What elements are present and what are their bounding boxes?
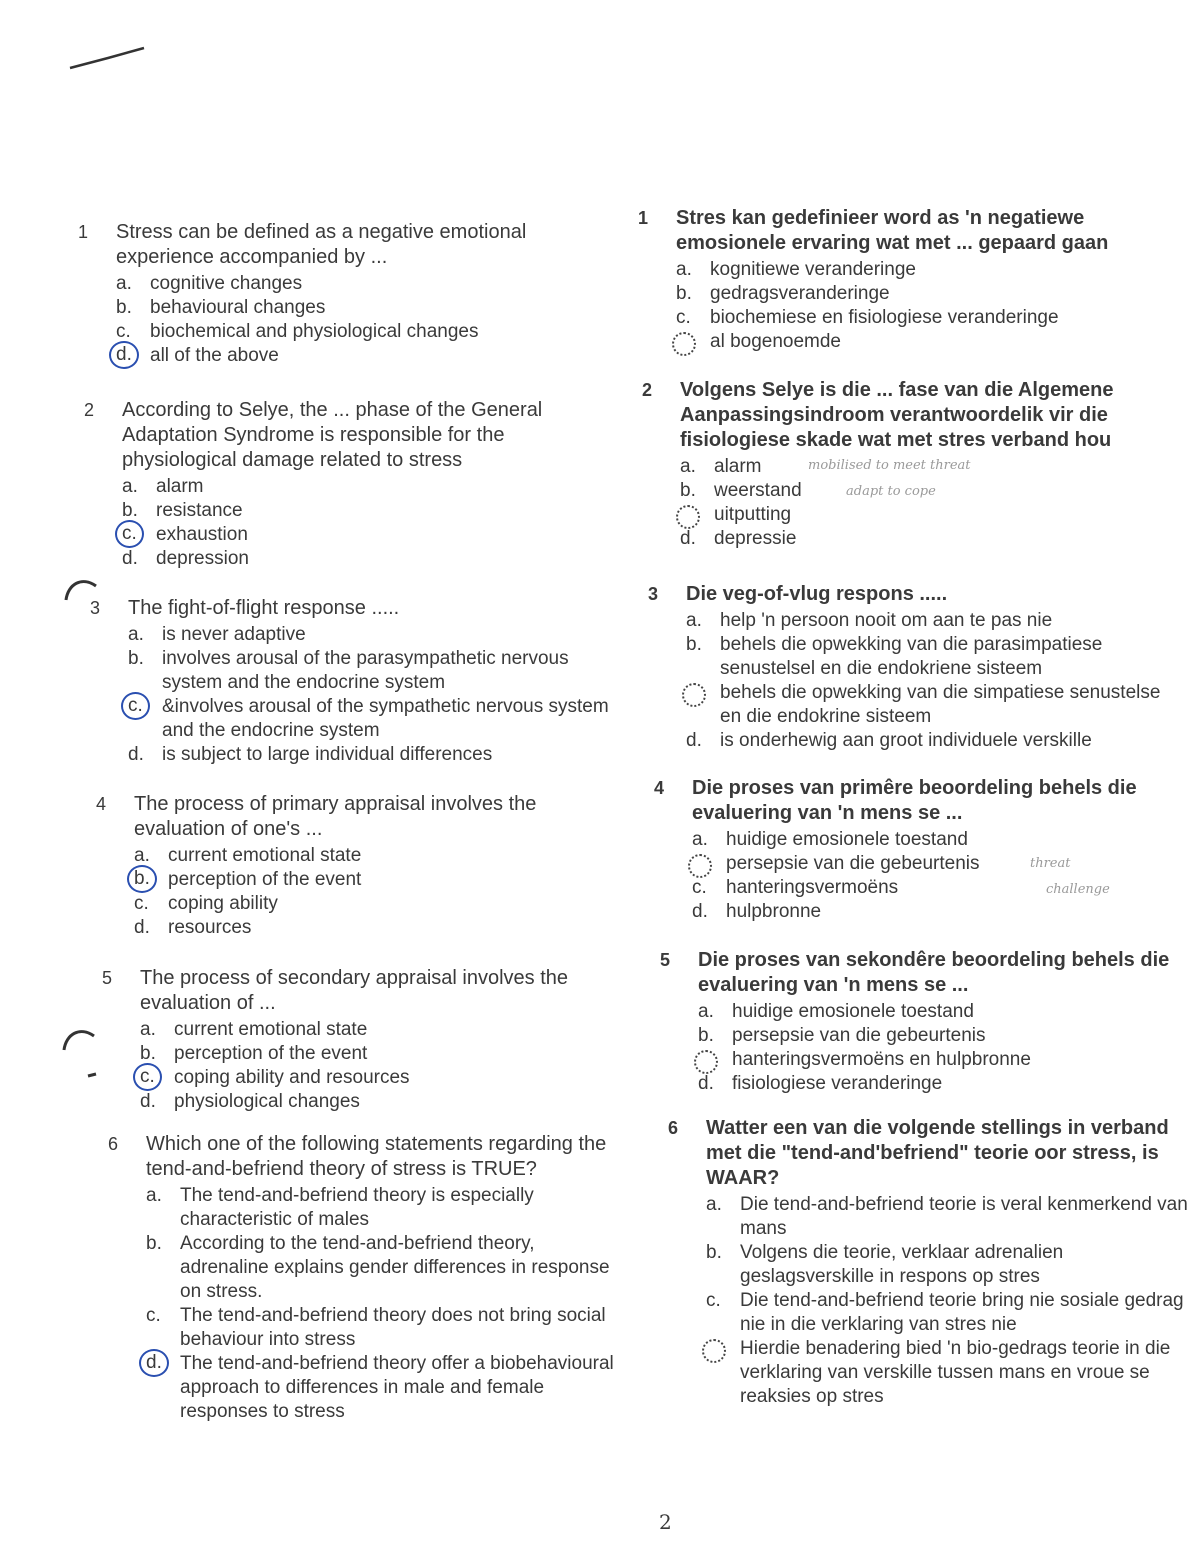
question-number: 1: [638, 208, 649, 228]
margin-bracket-mark: [60, 1028, 100, 1088]
option-letter: a.: [122, 476, 138, 497]
option-a[interactable]: [676, 258, 1158, 282]
option-text: perception of the event: [168, 869, 362, 890]
options-list: [84, 475, 604, 571]
option-text: coping ability and resources: [174, 1067, 410, 1088]
option-d-marked[interactable]: [676, 330, 1158, 354]
question-af-1: [638, 206, 1158, 354]
option-b[interactable]: [116, 296, 598, 320]
options-list: [96, 844, 616, 940]
option-text: huidige emosionele toestand: [726, 829, 968, 850]
option-b[interactable]: [706, 1241, 1188, 1289]
option-letter: b.: [146, 1233, 162, 1254]
option-letter: a.: [706, 1194, 722, 1215]
option-a[interactable]: [686, 609, 1168, 633]
option-letter: c.: [134, 893, 149, 914]
handwritten-note: adapt to cope: [846, 484, 936, 499]
answer-mark-icon: [672, 332, 696, 356]
option-b[interactable]: [676, 282, 1158, 306]
question-en-4: [96, 792, 616, 940]
question-text: Which one of the following statements regarding the tend-and-befriend theory of stress is TRUE?: [146, 1133, 607, 1180]
answer-mark-icon: [676, 505, 700, 529]
option-c-marked[interactable]: [686, 681, 1168, 729]
question-af-4: [654, 776, 1174, 924]
question-number: 2: [84, 400, 95, 420]
option-letter: c.: [692, 877, 707, 898]
question-text: Stres kan gedefinieer word as 'n negatiewe emosionele ervaring wat met ... gepaard gaan: [676, 207, 1109, 254]
option-b[interactable]: [146, 1232, 628, 1304]
option-text: coping ability: [168, 893, 278, 914]
option-c-marked[interactable]: [698, 1048, 1180, 1072]
option-text: depression: [156, 548, 249, 569]
question-number: 6: [108, 1134, 119, 1154]
option-text: help 'n persoon nooit om aan te pas nie: [720, 610, 1053, 631]
handwritten-note: challenge: [1046, 882, 1110, 897]
question-number: 3: [90, 598, 101, 618]
option-letter: b.: [686, 634, 702, 655]
option-c[interactable]: [706, 1289, 1188, 1337]
options-list: [90, 623, 610, 767]
option-b[interactable]: [128, 647, 610, 695]
option-letter: d.: [686, 730, 702, 751]
option-a[interactable]: [116, 272, 598, 296]
option-text: behavioural changes: [150, 297, 326, 318]
options-list: [668, 1193, 1188, 1409]
option-text: exhaustion: [156, 524, 248, 545]
option-d-circled[interactable]: [146, 1352, 628, 1424]
question-text: The fight-of-flight response .....: [128, 597, 400, 619]
option-text: biochemical and physiological changes: [150, 321, 479, 342]
question-af-6: [668, 1116, 1188, 1409]
question-text: Die proses van primêre beoordeling behels die evaluering van 'n mens se ...: [692, 777, 1137, 824]
page-number: 2: [659, 1510, 672, 1534]
question-en-3: [90, 596, 610, 767]
option-a[interactable]: [128, 623, 610, 647]
option-letter: c.: [146, 1305, 161, 1326]
option-text: alarm: [156, 476, 204, 497]
question-number: 5: [660, 950, 671, 970]
option-letter: a.: [680, 456, 696, 477]
option-letter: c.: [115, 520, 144, 548]
question-af-3: [648, 582, 1168, 753]
option-letter: d.: [122, 548, 138, 569]
option-letter: a.: [140, 1019, 156, 1040]
question-number: 5: [102, 968, 113, 988]
option-letter: b.: [122, 500, 138, 521]
option-letter: a.: [146, 1185, 162, 1206]
question-text: Watter een van die volgende stellings in verband met die "tend-and'befriend" teorie oor stress, is WAAR?: [706, 1117, 1169, 1189]
option-text: al bogenoemde: [710, 331, 841, 352]
option-b-marked[interactable]: [692, 852, 1174, 876]
option-letter: b.: [127, 865, 157, 893]
question-number: 4: [654, 778, 665, 798]
option-text: hanteringsvermoëns en hulpbronne: [732, 1049, 1031, 1070]
option-text: alarm: [714, 456, 762, 477]
option-a[interactable]: [706, 1193, 1188, 1241]
option-letter: d.: [109, 341, 139, 369]
option-letter: a.: [116, 273, 132, 294]
pen-scribble: [68, 44, 148, 74]
option-text: According to the tend-and-befriend theory, adrenaline explains gender differences in response on stress.: [180, 1233, 610, 1302]
option-d[interactable]: [128, 743, 610, 767]
option-a[interactable]: [122, 475, 604, 499]
option-text: physiological changes: [174, 1091, 360, 1112]
option-d[interactable]: [692, 900, 1174, 924]
option-a[interactable]: [134, 844, 616, 868]
option-text: hulpbronne: [726, 901, 822, 922]
options-list: [638, 258, 1158, 354]
option-text: involves arousal of the parasympathetic nervous system and the endocrine system: [162, 648, 569, 693]
option-text: fisiologiese veranderinge: [732, 1073, 943, 1094]
option-d[interactable]: [140, 1090, 622, 1114]
option-letter: d.: [698, 1073, 714, 1094]
option-d[interactable]: [134, 916, 616, 940]
answer-mark-icon: [702, 1339, 726, 1363]
question-af-5: [660, 948, 1180, 1096]
option-letter: d.: [139, 1349, 169, 1377]
option-text: Hierdie benadering bied 'n bio-gedrags teorie in die verklaring van verskille tussen mans en vroue se reaksies op stres: [740, 1338, 1171, 1407]
option-a[interactable]: [692, 828, 1174, 852]
option-text: persepsie van die gebeurtenis: [732, 1025, 986, 1046]
option-text: huidige emosionele toestand: [732, 1001, 974, 1022]
option-letter: b.: [680, 480, 696, 501]
option-letter: b.: [140, 1043, 156, 1064]
option-b[interactable]: [698, 1024, 1180, 1048]
question-number: 6: [668, 1118, 679, 1138]
option-text: all of the above: [150, 345, 279, 366]
question-number: 2: [642, 380, 653, 400]
option-letter: b.: [676, 283, 692, 304]
answer-mark-icon: [694, 1050, 718, 1074]
option-text: uitputting: [714, 504, 792, 525]
option-text: is subject to large individual differences: [162, 744, 493, 765]
option-text: resources: [168, 917, 252, 938]
option-d[interactable]: [680, 527, 1162, 551]
answer-mark-icon: [688, 854, 712, 878]
option-c-marked[interactable]: [680, 503, 1162, 527]
options-list: [660, 1000, 1180, 1096]
option-b-circled[interactable]: [134, 868, 616, 892]
question-en-1: [78, 220, 598, 368]
option-d[interactable]: [686, 729, 1168, 753]
answer-mark-icon: [682, 683, 706, 707]
option-a[interactable]: [140, 1018, 622, 1042]
option-b[interactable]: [140, 1042, 622, 1066]
option-b[interactable]: [122, 499, 604, 523]
option-c[interactable]: [116, 320, 598, 344]
option-letter: a.: [128, 624, 144, 645]
option-letter: d.: [140, 1091, 156, 1112]
options-list: [648, 609, 1168, 753]
option-text: resistance: [156, 500, 243, 521]
handwritten-note: threat: [1030, 856, 1071, 871]
option-letter: b.: [128, 648, 144, 669]
option-letter: a.: [698, 1001, 714, 1022]
option-text: perception of the event: [174, 1043, 368, 1064]
option-text: hanteringsvermoëns: [726, 877, 899, 898]
option-b[interactable]: [686, 633, 1168, 681]
option-letter: d.: [128, 744, 144, 765]
option-c-circled[interactable]: [140, 1066, 622, 1090]
option-text: Die tend-and-befriend teorie bring nie sosiale gedrag nie in die verklaring van stres nie: [740, 1290, 1184, 1335]
question-text: Stress can be defined as a negative emotional experience accompanied by ...: [116, 221, 527, 268]
options-list: [108, 1184, 628, 1424]
option-text: gedragsveranderinge: [710, 283, 890, 304]
option-text: current emotional state: [174, 1019, 368, 1040]
option-text: weerstand: [714, 480, 802, 501]
question-en-2: [84, 398, 604, 571]
question-number: 4: [96, 794, 107, 814]
option-text: persepsie van die gebeurtenis: [726, 853, 980, 874]
option-d[interactable]: [122, 547, 604, 571]
option-text: The tend-and-befriend theory does not bring social behaviour into stress: [180, 1305, 606, 1350]
option-letter: c.: [676, 307, 691, 328]
question-text: Die proses van sekondêre beoordeling behels die evaluering van 'n mens se ...: [698, 949, 1170, 996]
option-letter: a.: [686, 610, 702, 631]
option-letter: b.: [698, 1025, 714, 1046]
option-a[interactable]: [698, 1000, 1180, 1024]
option-letter: a.: [134, 845, 150, 866]
option-text: &involves arousal of the sympathetic nervous system and the endocrine system: [162, 696, 609, 741]
option-letter: d.: [680, 528, 696, 549]
option-text: depressie: [714, 528, 797, 549]
option-letter: d.: [134, 917, 150, 938]
question-text: The process of primary appraisal involves the evaluation of one's ...: [134, 793, 537, 840]
option-d[interactable]: [698, 1072, 1180, 1096]
options-list: [102, 1018, 622, 1114]
question-en-6: [108, 1132, 628, 1424]
option-letter: c.: [116, 321, 131, 342]
option-text: Die tend-and-befriend teorie is veral kenmerkend van mans: [740, 1194, 1188, 1239]
option-letter: b.: [116, 297, 132, 318]
question-number: 1: [78, 222, 89, 242]
question-en-5: [102, 966, 622, 1114]
option-text: Volgens die teorie, verklaar adrenalien geslagsverskille in respons op stres: [740, 1242, 1064, 1287]
option-letter: a.: [692, 829, 708, 850]
option-letter: c.: [121, 692, 150, 720]
question-text: According to Selye, the ... phase of the General Adaptation Syndrome is responsible for the physiological damage related to stress: [122, 399, 543, 471]
option-c[interactable]: [676, 306, 1158, 330]
option-text: is never adaptive: [162, 624, 306, 645]
option-c[interactable]: [134, 892, 616, 916]
option-letter: a.: [676, 259, 692, 280]
question-text: The process of secondary appraisal involves the evaluation of ...: [140, 967, 569, 1014]
question-text: Volgens Selye is die ... fase van die Algemene Aanpassingsindroom verantwoordelik vir die fisiologiese skade wat met stres verband hou: [680, 379, 1114, 451]
option-d-marked[interactable]: [706, 1337, 1188, 1409]
option-letter: c.: [133, 1063, 162, 1091]
options-list: [654, 828, 1174, 924]
margin-bracket-mark: [62, 578, 102, 618]
handwritten-note: mobilised to meet threat: [808, 458, 971, 473]
option-text: current emotional state: [168, 845, 362, 866]
option-text: The tend-and-befriend theory is especially characteristic of males: [180, 1185, 534, 1230]
option-c-circled[interactable]: [128, 695, 610, 743]
option-letter: d.: [692, 901, 708, 922]
option-text: is onderhewig aan groot individuele verskille: [720, 730, 1092, 751]
option-text: kognitiewe veranderinge: [710, 259, 916, 280]
option-text: cognitive changes: [150, 273, 303, 294]
question-text: Die veg-of-vlug respons .....: [686, 583, 948, 605]
option-a[interactable]: [146, 1184, 628, 1232]
option-letter: c.: [706, 1290, 721, 1311]
option-text: behels die opwekking van die simpatiese senustelse en die endokrine sisteem: [720, 682, 1161, 727]
option-text: behels die opwekking van die parasimpatiese senustelsel en die endokriene sisteem: [720, 634, 1103, 679]
option-text: The tend-and-befriend theory offer a biobehavioural approach to differences in male and female responses to stress: [180, 1353, 614, 1422]
question-number: 3: [648, 584, 659, 604]
options-list: [78, 272, 598, 368]
option-letter: b.: [706, 1242, 722, 1263]
option-c-circled[interactable]: [122, 523, 604, 547]
option-d-circled[interactable]: [116, 344, 598, 368]
option-c[interactable]: [146, 1304, 628, 1352]
option-text: biochemiese en fisiologiese veranderinge: [710, 307, 1059, 328]
